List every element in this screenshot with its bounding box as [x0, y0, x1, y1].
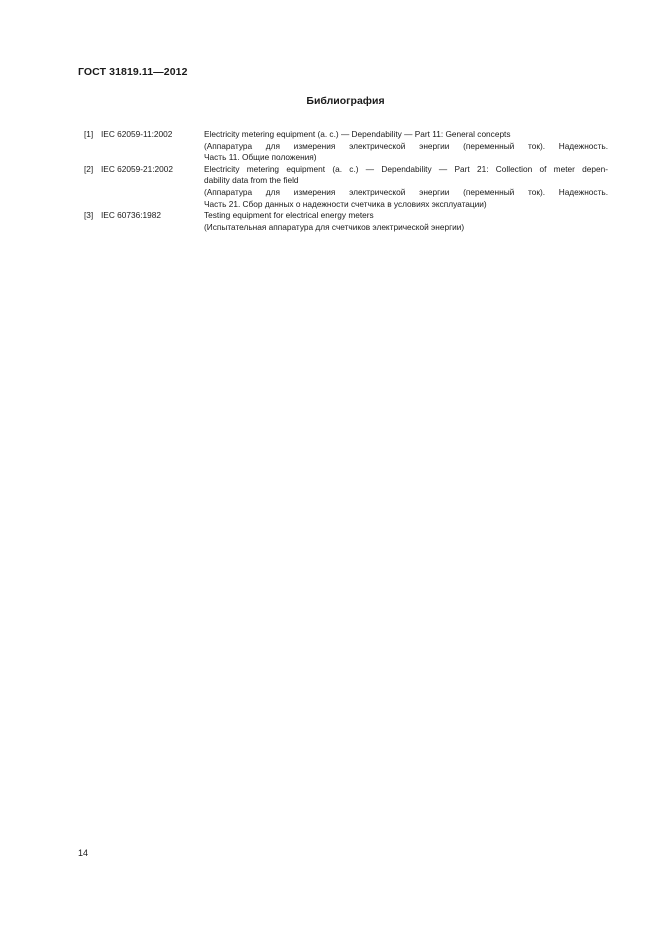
entry-line: Electricity metering equipment (a. c.) — Dependability — Part 11: General concepts — [204, 129, 511, 139]
entry-standard: IEC 60736:1982 — [101, 210, 161, 221]
entry-line: Electricity metering equipment (a. c.) — Dependability — Part 21: Collection of meter depen- — [204, 163, 608, 174]
bibliography-entry-2 — [84, 164, 608, 210]
entry-line: Testing equipment for electrical energy meters — [204, 210, 374, 221]
entry-line: (Испытательная аппаратура для счетчиков электрической энергии) — [204, 221, 465, 232]
entry-line: dability data from the field — [204, 175, 299, 186]
entry-standard: IEC 62059-11:2002 — [101, 129, 173, 139]
bibliography-entry-1 — [84, 129, 608, 164]
entry-number: [1] — [84, 129, 94, 139]
bibliography-entry-3 — [84, 210, 608, 233]
document-header: ГОСТ 31819.11—2012 — [78, 66, 188, 78]
entry-line: Часть 11. Общие положения) — [204, 152, 317, 163]
entry-line: (Аппаратура для измерения электрической энергии (переменный ток). Надежность. — [204, 186, 608, 197]
entry-standard: IEC 62059-21:2002 — [101, 163, 173, 174]
entry-text — [204, 210, 608, 233]
entry-number: [3] — [84, 210, 94, 221]
entry-text — [204, 164, 608, 210]
bibliography-title: Библиография — [306, 95, 385, 107]
entry-line: (Аппаратура для измерения электрической энергии (переменный ток). Надежность. — [204, 140, 608, 151]
entry-text — [204, 129, 608, 164]
entry-line: Часть 21. Сбор данных о надежности счетчика в условиях эксплуатации) — [204, 198, 487, 209]
page-number: 14 — [78, 848, 89, 858]
entry-number: [2] — [84, 163, 94, 174]
bibliography-list — [84, 129, 608, 233]
